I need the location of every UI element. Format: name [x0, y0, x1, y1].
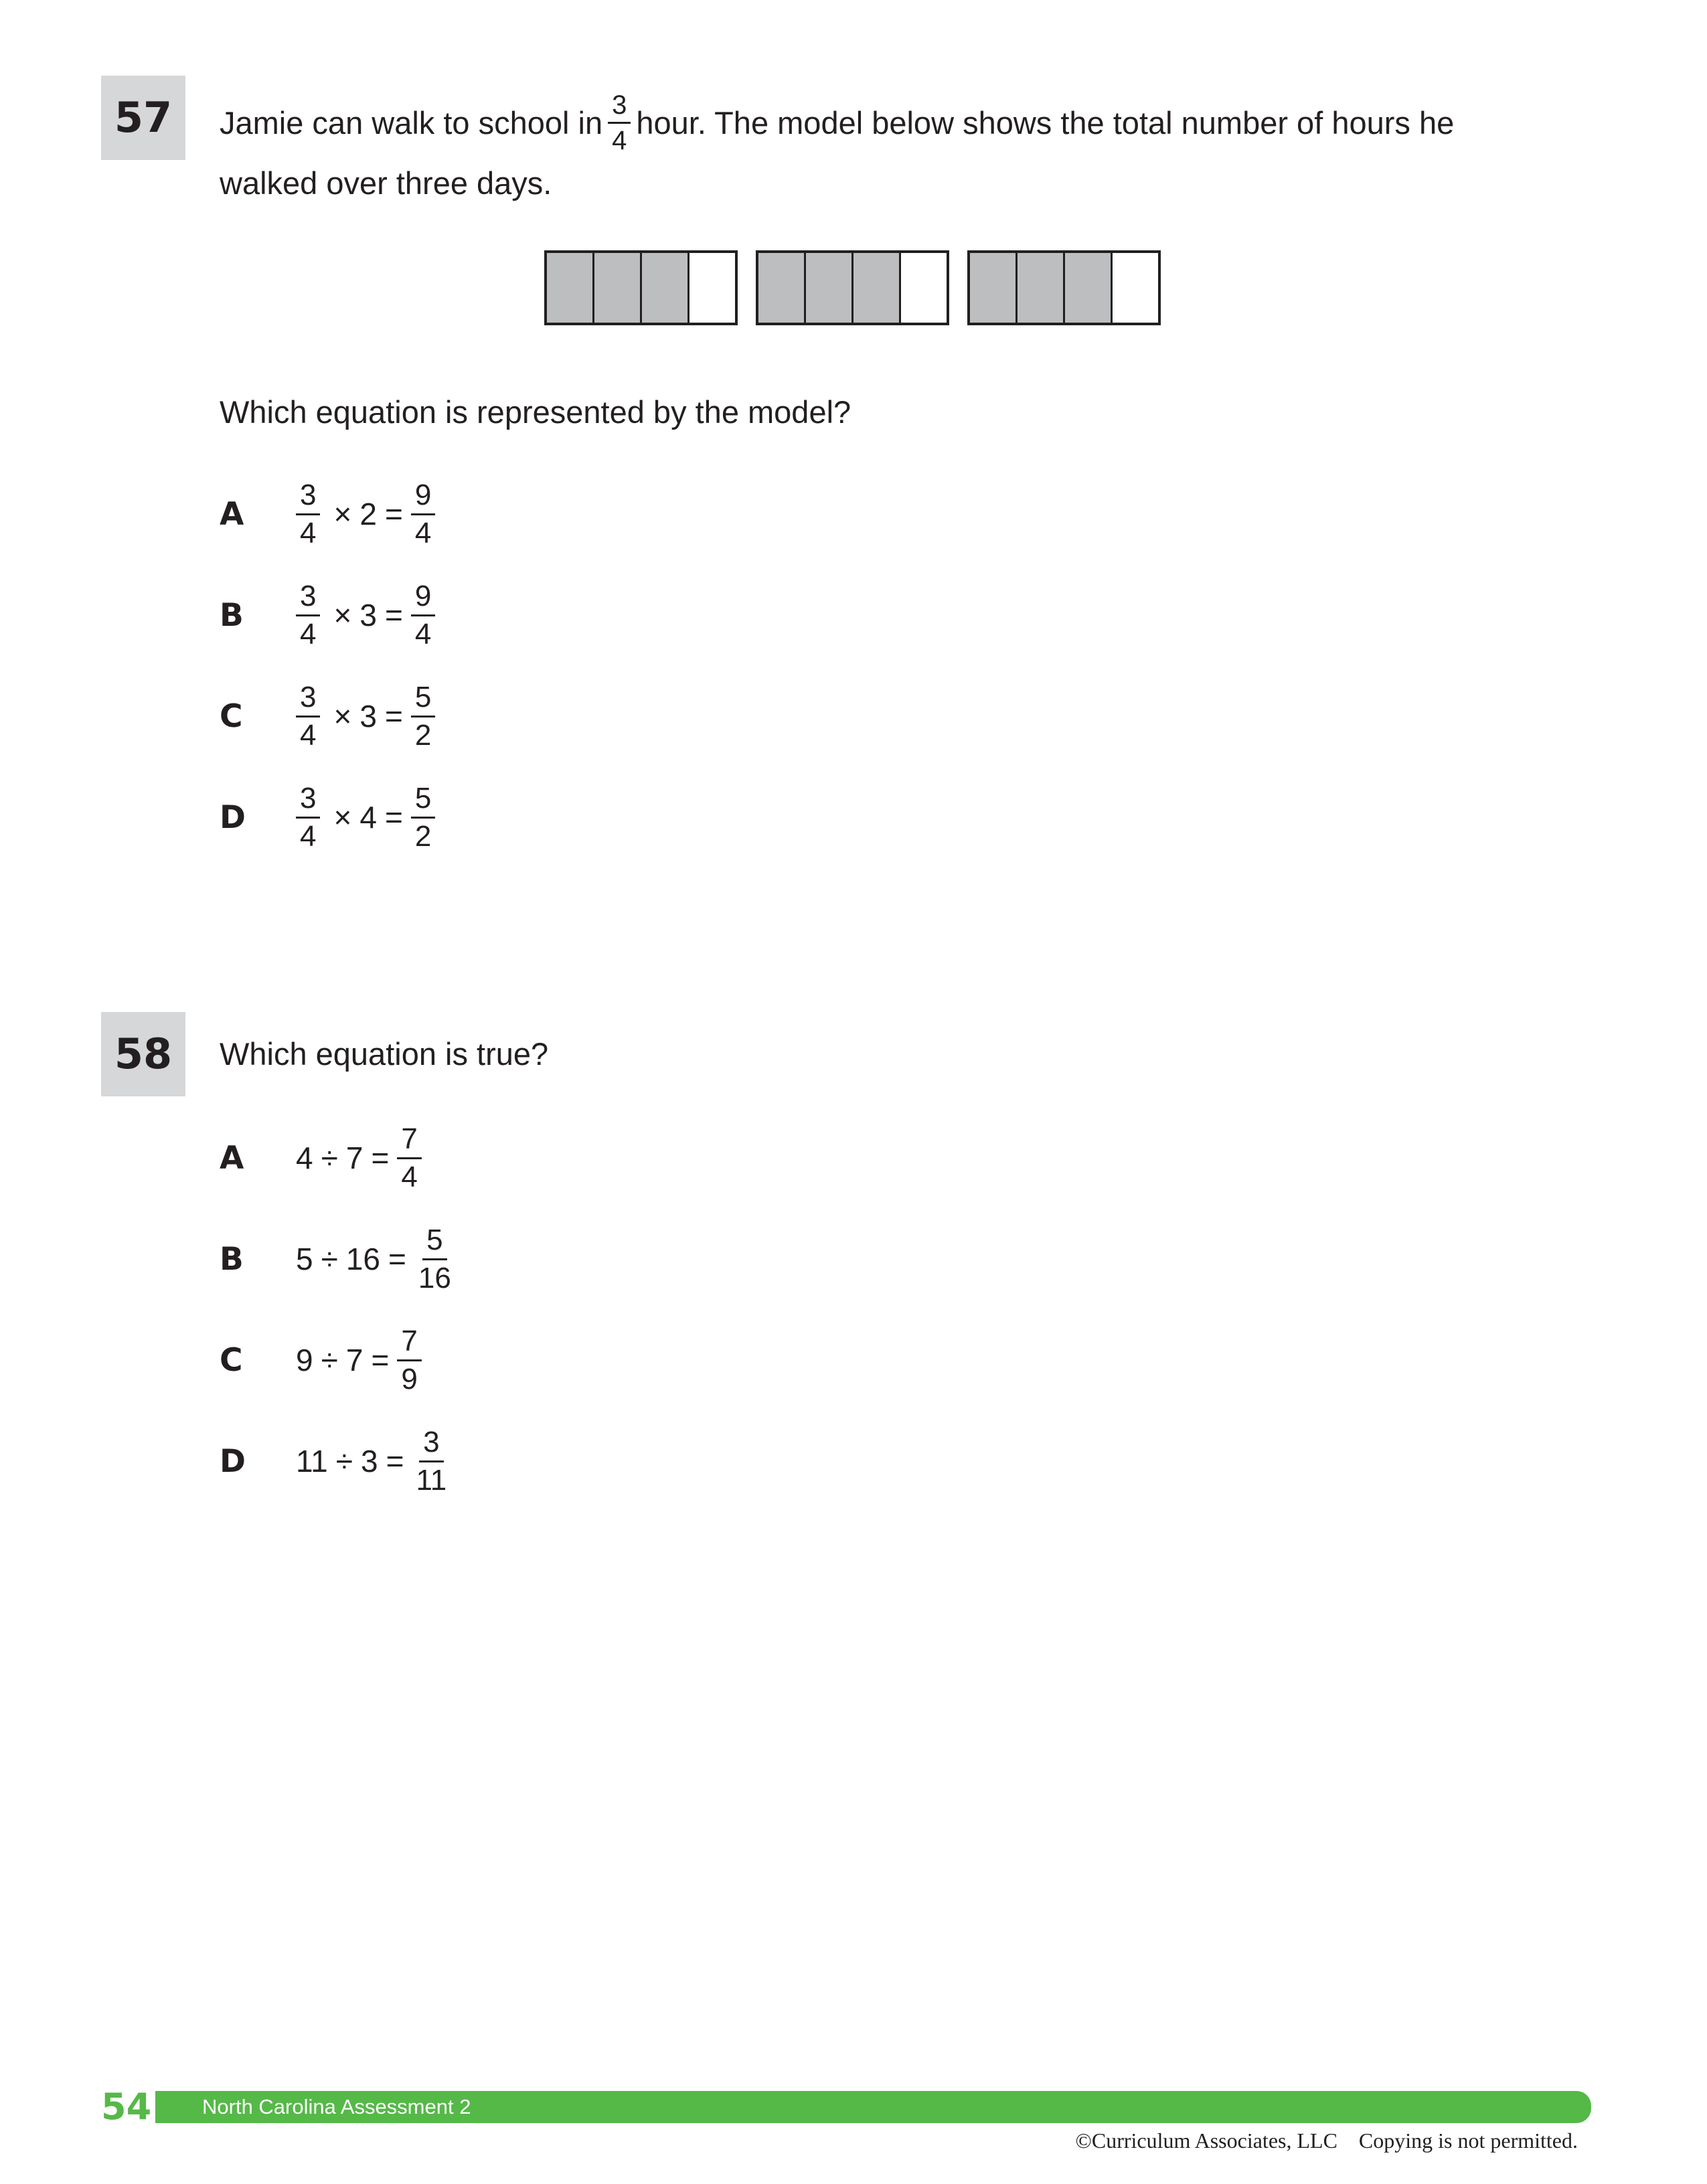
option-equation	[296, 1324, 427, 1396]
footer-bar	[155, 2091, 1591, 2123]
model-bar	[756, 250, 949, 325]
model-bar	[544, 250, 738, 325]
q58-option-c[interactable]	[220, 1320, 427, 1400]
times-sign: ×	[333, 497, 352, 531]
fraction-denominator: 4	[612, 125, 627, 155]
fraction-denominator: 4	[414, 516, 432, 550]
q57-option-b[interactable]	[220, 575, 440, 655]
equals-sign: =	[371, 1343, 390, 1377]
bar-segment	[1063, 253, 1111, 323]
fraction	[397, 1324, 421, 1396]
fraction-numerator: 5	[422, 1226, 446, 1260]
operand: 3	[359, 598, 377, 633]
fraction-numerator: 3	[296, 582, 320, 616]
equals-sign: =	[384, 699, 403, 734]
fraction	[411, 579, 435, 651]
times-sign: ×	[333, 598, 352, 633]
fraction	[412, 1425, 451, 1497]
fraction-numerator: 3	[419, 1428, 443, 1462]
option-equation	[296, 579, 440, 651]
equals-sign: =	[384, 800, 403, 835]
copyright-notice: ©Curriculum Associates, LLC Copying is not permitted.	[1075, 2128, 1578, 2153]
option-letter: B	[220, 596, 244, 634]
dividend: 11	[296, 1444, 328, 1479]
bar-segment	[899, 253, 947, 323]
dividend: 5	[296, 1242, 313, 1276]
fraction-denominator: 4	[300, 718, 317, 752]
option-equation	[296, 680, 440, 752]
divide-sign: ÷	[335, 1444, 353, 1479]
assessment-label: North Carolina Assessment 2	[202, 2095, 471, 2118]
q57-prompt-fraction	[608, 92, 631, 154]
q57-option-c[interactable]	[220, 676, 440, 756]
fraction-bar-model	[544, 250, 1161, 325]
option-equation	[296, 478, 440, 550]
fraction-denominator: 4	[300, 516, 317, 550]
option-equation	[296, 1223, 461, 1294]
fraction	[414, 1223, 455, 1294]
fraction-denominator: 4	[414, 617, 432, 651]
dividend: 4	[296, 1141, 313, 1175]
q57-prompt-text-before: Jamie can walk to school in	[220, 104, 603, 141]
equals-sign: =	[384, 598, 403, 633]
divisor: 16	[345, 1242, 381, 1276]
option-letter: A	[220, 1139, 244, 1177]
fraction-denominator: 4	[300, 617, 317, 651]
fraction	[296, 680, 320, 752]
times-sign: ×	[333, 800, 352, 835]
q58-question: Which equation is true?	[220, 1036, 549, 1072]
divide-sign: ÷	[321, 1141, 338, 1175]
fraction-numerator: 7	[397, 1124, 421, 1159]
operand: 2	[359, 497, 377, 531]
divisor: 7	[345, 1343, 363, 1377]
question-number-58: 58	[101, 1012, 185, 1096]
fraction-numerator: 9	[411, 582, 435, 616]
option-letter: D	[220, 799, 246, 836]
option-letter: D	[220, 1442, 246, 1480]
fraction-numerator: 3	[296, 481, 320, 515]
q57-prompt-line-2: walked over three days.	[220, 165, 552, 201]
operand: 3	[359, 699, 377, 734]
option-letter: C	[220, 1341, 243, 1379]
operand: 4	[359, 800, 377, 835]
bar-segment	[640, 253, 687, 323]
bar-segment	[547, 253, 592, 323]
fraction-denominator: 16	[418, 1261, 451, 1294]
option-letter: A	[220, 495, 244, 533]
fraction	[411, 781, 435, 853]
fraction-numerator: 5	[411, 683, 435, 718]
equals-sign: =	[384, 497, 403, 531]
q57-question: Which equation is represented by the model?	[220, 394, 851, 430]
equals-sign: =	[371, 1141, 390, 1175]
fraction-numerator: 3	[296, 683, 320, 718]
divide-sign: ÷	[321, 1242, 338, 1276]
fraction-numerator: 3	[296, 784, 320, 819]
fraction-numerator: 9	[411, 481, 435, 515]
q57-option-d[interactable]	[220, 777, 440, 857]
divisor: 3	[361, 1444, 378, 1479]
q57-option-a[interactable]	[220, 474, 440, 554]
option-equation	[296, 1425, 456, 1497]
bar-segment	[970, 253, 1015, 323]
bar-segment	[1015, 253, 1063, 323]
fraction-numerator: 7	[397, 1327, 421, 1361]
option-letter: C	[220, 697, 243, 735]
bar-segment	[1111, 253, 1158, 323]
fraction	[296, 478, 320, 550]
fraction	[411, 478, 435, 550]
times-sign: ×	[333, 699, 352, 734]
bar-segment	[804, 253, 851, 323]
fraction-numerator: 5	[411, 784, 435, 819]
fraction	[397, 1124, 421, 1192]
q58-option-b[interactable]	[220, 1219, 461, 1299]
fraction	[296, 781, 320, 853]
question-number-57: 57	[101, 76, 185, 160]
q57-prompt-line-1	[220, 91, 1454, 154]
equals-sign: =	[388, 1242, 406, 1276]
bar-segment	[851, 253, 899, 323]
fraction-denominator: 2	[414, 718, 432, 752]
fraction	[296, 579, 320, 651]
bar-segment	[758, 253, 804, 323]
q57-prompt-text-after: hour. The model below shows the total number of hours he	[636, 104, 1455, 141]
bar-segment	[687, 253, 735, 323]
fraction-denominator: 11	[416, 1463, 447, 1497]
option-letter: B	[220, 1240, 244, 1278]
fraction-numerator: 3	[608, 92, 631, 124]
fraction-denominator: 4	[401, 1160, 418, 1193]
page-number: 54	[101, 2086, 152, 2128]
equals-sign: =	[386, 1444, 404, 1479]
option-equation	[296, 781, 440, 853]
bar-segment	[592, 253, 640, 323]
option-equation	[296, 1124, 427, 1192]
divisor: 7	[345, 1141, 363, 1175]
fraction-denominator: 4	[300, 819, 317, 853]
fraction	[411, 680, 435, 752]
model-bar	[967, 250, 1161, 325]
q58-option-a[interactable]	[220, 1118, 427, 1198]
divide-sign: ÷	[321, 1343, 338, 1377]
fraction-denominator: 2	[414, 819, 432, 853]
dividend: 9	[296, 1343, 313, 1377]
fraction-denominator: 9	[401, 1362, 418, 1396]
q58-option-d[interactable]	[220, 1421, 456, 1501]
